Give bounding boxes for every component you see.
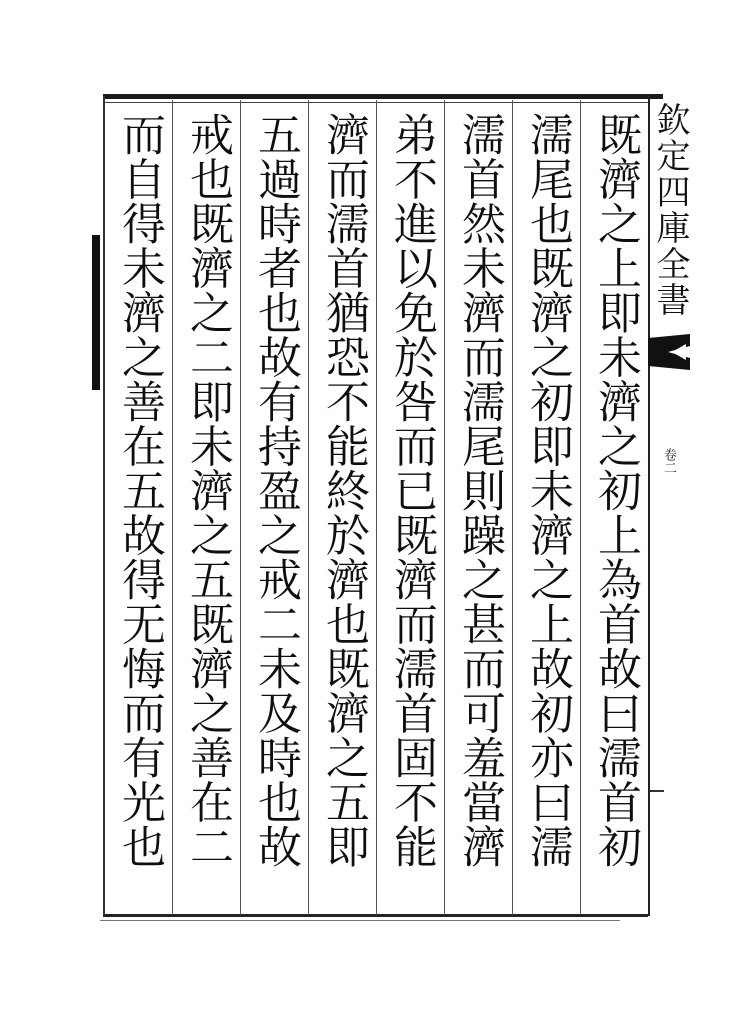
column-divider	[240, 100, 241, 915]
column-divider	[580, 100, 581, 915]
bottom-frame-inner-rule	[100, 920, 620, 921]
text-column-6: 五過時者也故有持盈之戒二未及時也故	[250, 112, 301, 869]
text-column-3: 濡首然未濟而濡尾則躁之甚而可羞當濟	[454, 112, 505, 869]
binding-mark	[92, 235, 100, 390]
left-frame-rule	[103, 96, 105, 916]
column-divider	[444, 100, 445, 915]
text-column-1: 既濟之上即未濟之初上為首故曰濡首初	[590, 112, 641, 869]
fish-tail-ornament-icon	[646, 332, 690, 372]
margin-tick	[650, 790, 664, 792]
book-title: 欽定四庫全書	[650, 102, 690, 318]
text-column-2: 濡尾也既濟之初即未濟之上故初亦曰濡	[522, 112, 573, 869]
text-column-5: 濟而濡首猶恐不能終於濟也既濟之五即	[318, 112, 369, 869]
text-column-8: 而自得未濟之善在五故得无悔而有光也	[114, 112, 165, 869]
text-column-7: 戒也既濟之二即未濟之五既濟之善在二	[182, 112, 233, 869]
column-divider	[512, 100, 513, 915]
volume-label: 卷二	[661, 448, 676, 474]
top-frame-rule	[103, 94, 663, 99]
column-divider	[376, 100, 377, 915]
text-column-4: 弟不進以免於咎而已既濟而濡首固不能	[386, 112, 437, 869]
column-divider	[308, 100, 309, 915]
column-divider	[172, 100, 173, 915]
